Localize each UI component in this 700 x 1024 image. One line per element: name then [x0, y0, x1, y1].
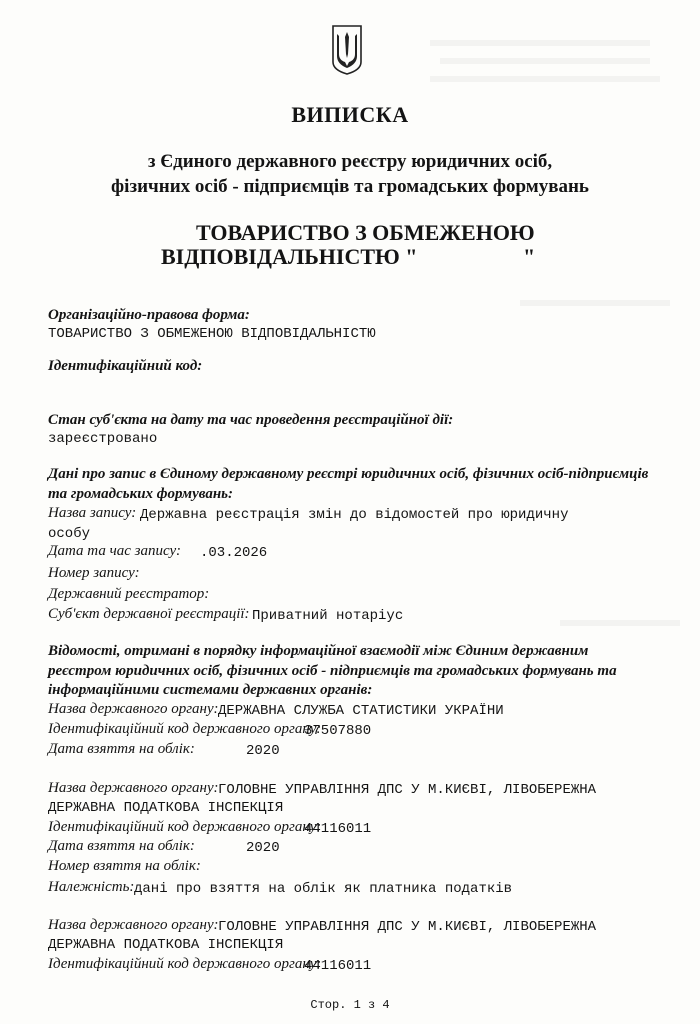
organ-date-label: Дата взяття на облік:	[48, 838, 195, 854]
organ-name-value: ГОЛОВНЕ УПРАВЛІННЯ ДПС У М.КИЄВІ, ЛІВОБЕРЕЖНА	[218, 782, 597, 798]
subject-label: Суб'єкт державної реєстрації:	[48, 606, 250, 622]
organ-code-value: 37507880	[304, 723, 372, 739]
organ-number-label: Номер взяття на облік:	[48, 858, 201, 874]
belonging-value: дані про взяття на облік як платника податків	[134, 881, 513, 897]
organ-name-value: ДЕРЖАВНА ПОДАТКОВА ІНСПЕКЦІЯ	[48, 800, 284, 816]
registrar-label: Державний реєстратор:	[48, 586, 210, 602]
form-value: ТОВАРИСТВО З ОБМЕЖЕНОЮ ВІДПОВІДАЛЬНІСТЮ	[48, 326, 376, 342]
record-name-label: Назва запису:	[48, 505, 137, 521]
organ-name-value: ГОЛОВНЕ УПРАВЛІННЯ ДПС У М.КИЄВІ, ЛІВОБЕРЕЖНА	[218, 919, 597, 935]
subject-value: Приватний нотаріус	[252, 608, 404, 624]
bleed-through	[560, 620, 680, 626]
organ-code-label: Ідентифікаційний код державного органу:	[48, 956, 322, 972]
bleed-through	[430, 76, 660, 82]
document-title: ВИПИСКА	[291, 102, 409, 127]
bleed-through	[520, 300, 670, 306]
entity-name: ВІДПОВІДАЛЬНІСТЮ "	[161, 244, 418, 269]
record-name-value: Державна реєстрація змін до відомостей про юридичну	[140, 507, 569, 523]
organ-date-label: Дата взяття на облік:	[48, 741, 195, 757]
form-label: Організаційно-правова форма:	[48, 307, 250, 323]
organ-date-value: 2020	[246, 840, 280, 856]
bleed-through	[430, 40, 650, 46]
belonging-label: Належність:	[48, 879, 135, 895]
status-label: Стан суб'єкта на дату та час проведення реєстраційної дії:	[48, 412, 454, 428]
record-heading: та громадських формувань:	[48, 486, 234, 502]
organ-name-value: ДЕРЖАВНА СЛУЖБА СТАТИСТИКИ УКРАЇНИ	[218, 703, 504, 719]
organ-code-value: 44116011	[304, 958, 372, 974]
organ-name-label: Назва державного органу:	[48, 780, 219, 796]
organ-date-value: 2020	[246, 743, 280, 759]
organ-name-label: Назва державного органу:	[48, 917, 219, 933]
organ-code-label: Ідентифікаційний код державного органу:	[48, 721, 322, 737]
organ-code-value: 44116011	[304, 821, 372, 837]
entity-name-close-quote: "	[523, 244, 536, 269]
bleed-through	[440, 58, 650, 64]
organ-name-value: ДЕРЖАВНА ПОДАТКОВА ІНСПЕКЦІЯ	[48, 937, 284, 953]
info-heading: інформаційними системами державних органів:	[48, 682, 373, 698]
record-heading: Дані про запис в Єдиному державному реєстрі юридичних осіб, фізичних осіб-підприємців	[48, 466, 649, 482]
status-value: зареєстровано	[48, 431, 158, 447]
organ-code-label: Ідентифікаційний код державного органу:	[48, 819, 322, 835]
record-date-label: Дата та час запису:	[48, 543, 182, 559]
record-name-value: особу	[48, 526, 91, 542]
trident-emblem-icon	[330, 24, 364, 76]
subtitle-line: з Єдиного державного реєстру юридичних осіб,	[147, 151, 553, 172]
entity-name: ТОВАРИСТВО З ОБМЕЖЕНОЮ	[196, 220, 535, 245]
page-number: Стор. 1 з 4	[310, 998, 390, 1012]
info-heading: Відомості, отримані в порядку інформаційної взаємодії між Єдиним державним	[48, 643, 589, 659]
record-number-label: Номер запису:	[48, 565, 140, 581]
info-heading: реєстром юридичних осіб, фізичних осіб - підприємців та громадських формувань та	[48, 663, 617, 679]
id-code-label: Ідентифікаційний код:	[48, 358, 203, 374]
organ-name-label: Назва державного органу:	[48, 701, 219, 717]
record-date-value: .03.2026	[200, 545, 268, 561]
subtitle-line: фізичних осіб - підприємців та громадських формувань	[111, 176, 589, 197]
